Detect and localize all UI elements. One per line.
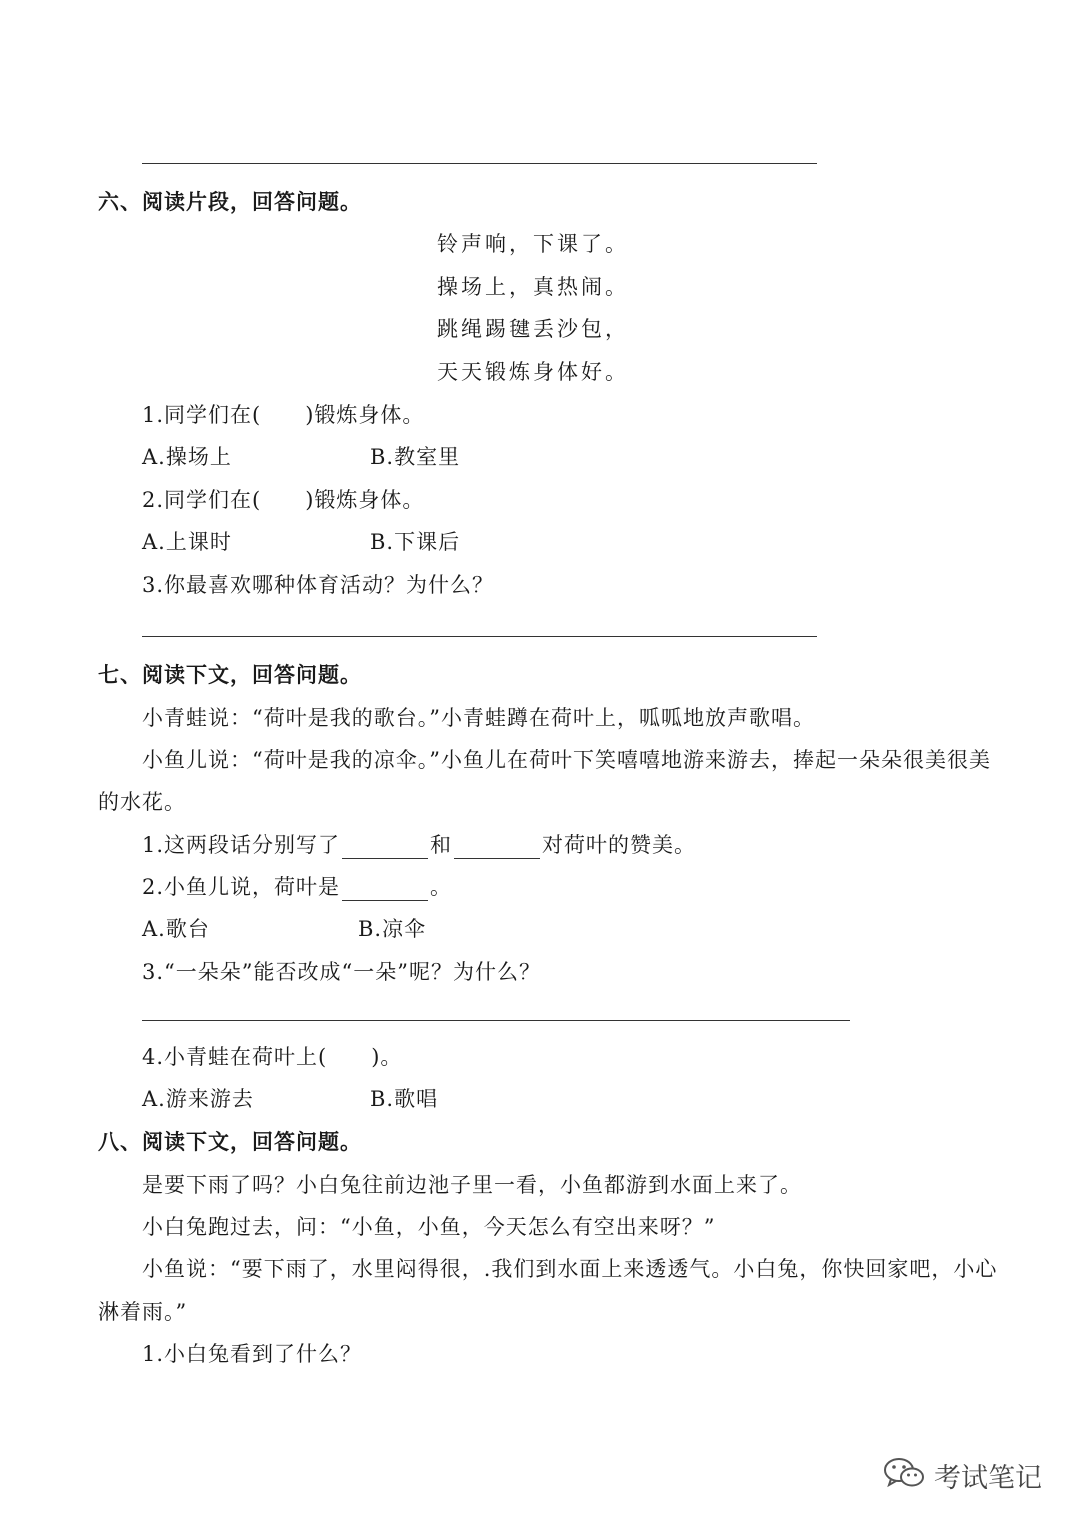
s7-q2-prefix: 2.小鱼儿说，荷叶是 [142,875,341,899]
s7-q1-mid: 和 [430,833,453,857]
s7-paragraph-1: 小青蛙说：“荷叶是我的歌台。”小青蛙蹲在荷叶上，呱呱地放声歌唱。 [142,706,815,730]
wechat-icon [882,1455,926,1495]
s7-question-3: 3.“一朵朵”能否改成“一朵”呢？为什么？ [142,960,541,984]
fill-blank-3[interactable] [342,880,428,901]
s7-q4-option-b: B.歌唱 [370,1087,439,1111]
s7-paragraph-2b: 的水花。 [98,790,186,814]
s7-question-4: 4.小青蛙在荷叶上( )。 [142,1045,403,1069]
poem-line-3: 跳绳踢毽丢沙包， [437,317,629,341]
watermark [882,1455,1042,1495]
s8-paragraph-3a: 小鱼说：“要下雨了，水里闷得很，.我们到水面上来透透气。小白兔，你快回家吧，小心 [142,1257,998,1281]
s8-paragraph-2: 小白兔跑过去，问：“小鱼，小鱼，今天怎么有空出来呀？” [142,1215,716,1239]
s8-paragraph-3b: 淋着雨。” [98,1300,188,1324]
s6-question-1: 1.同学们在( )锻炼身体。 [142,403,425,427]
s6-question-2: 2.同学们在( )锻炼身体。 [142,488,425,512]
poem-line-1: 铃声响，下课了。 [437,232,629,256]
s8-question-1: 1.小白兔看到了什么？ [142,1342,363,1366]
s7-q4-option-a: A.游来游去 [142,1087,254,1111]
s6-q1-option-a: A.操场上 [142,445,232,469]
s6-q1-option-b: B.教室里 [370,445,461,469]
s7-q1-prefix: 1.这两段话分别写了 [142,833,341,857]
answer-line-top [142,163,817,164]
s6-q2-option-a: A.上课时 [142,530,232,554]
s8-paragraph-1: 是要下雨了吗？小白兔往前边池子里一看，小鱼都游到水面上来了。 [142,1173,802,1197]
fill-blank-1[interactable] [342,838,428,859]
s7-answer-line [142,1020,850,1021]
watermark-text: 考试笔记 [934,1462,1042,1494]
s7-q1-suffix: 对荷叶的赞美。 [542,833,697,857]
section-8-title: 八、阅读下文，回答问题。 [98,1130,362,1154]
s6-answer-line [142,636,817,637]
s7-question-1 [142,829,696,859]
fill-blank-2[interactable] [454,838,540,859]
s7-paragraph-2a: 小鱼儿说：“荷叶是我的凉伞。”小鱼儿在荷叶下笑嘻嘻地游来游去，捧起一朵朵很美很美 [142,748,991,772]
s7-question-2 [142,871,452,901]
s6-question-3: 3.你最喜欢哪种体育活动？为什么？ [142,573,495,597]
section-7-title: 七、阅读下文，回答问题。 [98,663,362,687]
poem-line-2: 操场上，真热闹。 [437,275,629,299]
s7-q2-suffix: 。 [430,875,453,899]
s7-q2-option-a: A.歌台 [142,917,210,941]
s7-q2-option-b: B.凉伞 [358,917,427,941]
s6-q2-option-b: B.下课后 [370,530,461,554]
poem-line-4: 天天锻炼身体好。 [437,360,629,384]
section-6-title: 六、阅读片段，回答问题。 [98,190,362,214]
